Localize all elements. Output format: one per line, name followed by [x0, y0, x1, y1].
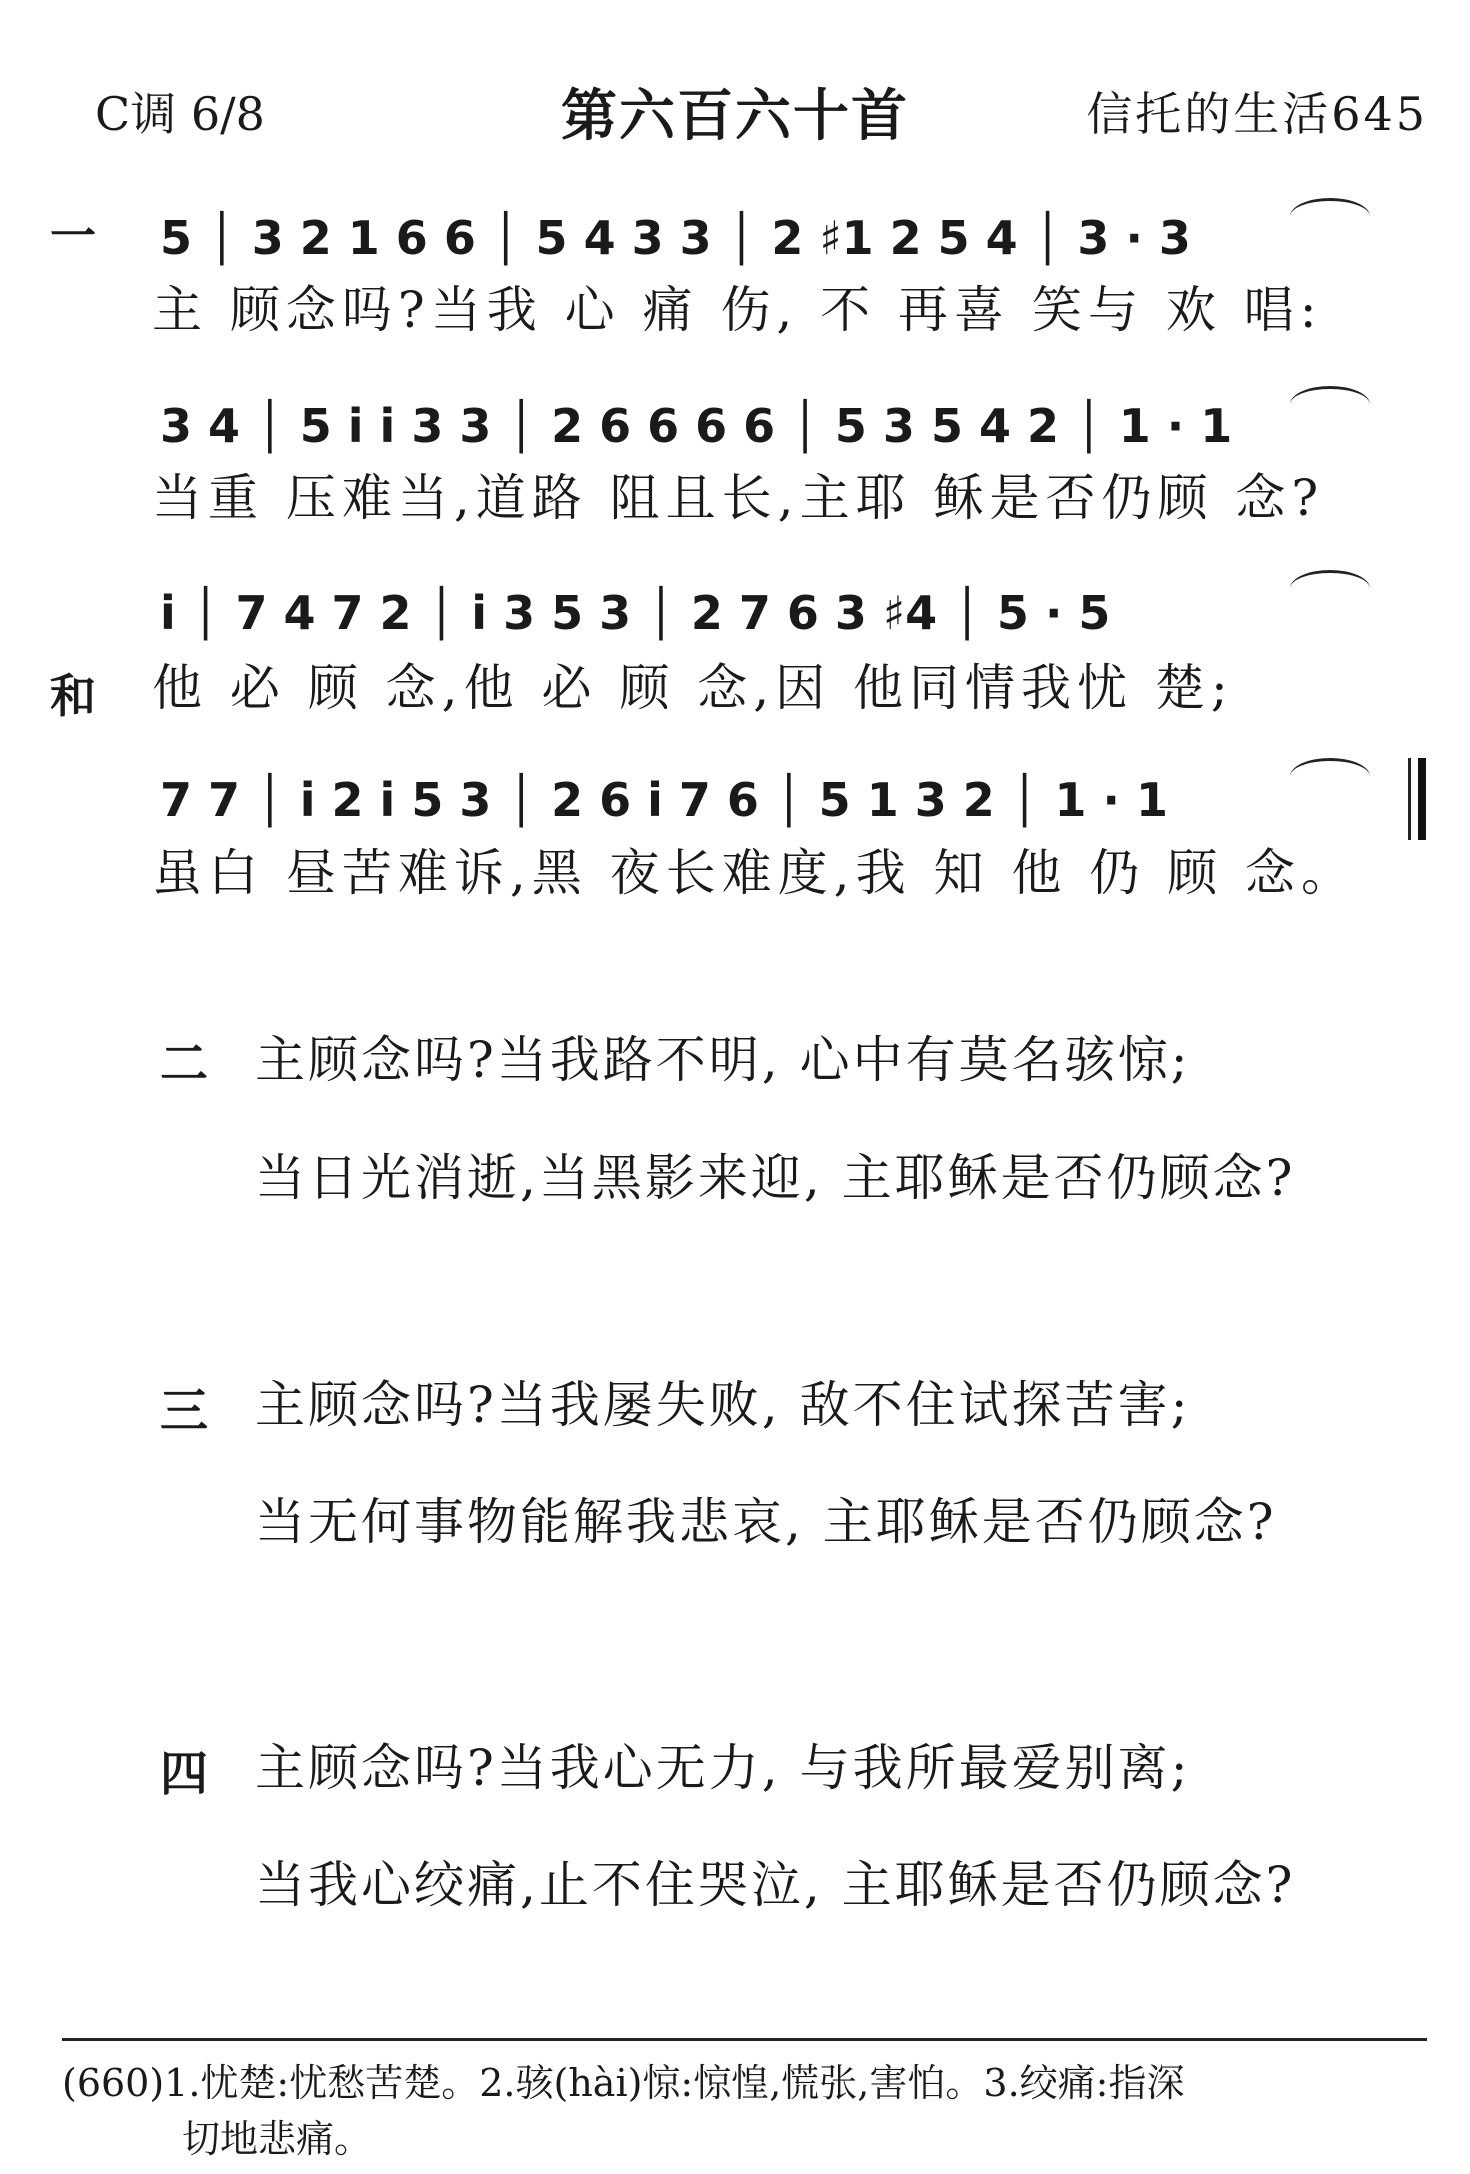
footnote-divider: [62, 2038, 1427, 2041]
notes-line-1: 5 │ 3 2 1 6 6 │ 5 4 3 3 │ 2 ♯1 2 5 4 │ 3 · 3: [160, 211, 1191, 265]
key-signature: C调 6/8: [95, 87, 265, 141]
notes-line-3: i │ 7 4 7 2 │ i 3 5 3 │ 2 7 6 3 ♯4 │ 5 · 5: [160, 586, 1111, 640]
lyrics-line-4: 虽白 昼苦难诉,黑 夜长难度,我 知 他 仍 顾 念。: [152, 844, 1358, 902]
tie: [1290, 198, 1370, 235]
verse-line: 主顾念吗?当我屡失败, 敌不住试探苦害;: [255, 1376, 1191, 1434]
footnote-line-1: (660)1.忧楚:忧愁苦楚。2.骇(hài)惊:惊惶,慌张,害怕。3.绞痛:指深: [62, 2061, 1185, 2105]
verse-line: 当我心绞痛,止不住哭泣, 主耶稣是否仍顾念?: [255, 1856, 1296, 1914]
verse-number: 二: [160, 1036, 209, 1092]
verse-line: 主顾念吗?当我心无力, 与我所最爱别离;: [255, 1739, 1191, 1797]
notes-line-4: 7 7 │ i 2 i 5 3 │ 2 6 i 7 6 │ 5 1 3 2 │ 1 · 1: [160, 773, 1168, 827]
verse-number: 三: [160, 1383, 209, 1439]
tie: [1290, 386, 1370, 423]
hymn-title: 第六百六十首: [561, 83, 909, 149]
notes-line-2: 3 4 │ 5 i i 3 3 │ 2 6 6 6 6 │ 5 3 5 4 2 │ 1 · 1: [160, 399, 1233, 453]
lyrics-line-3: 他 必 顾 念,他 必 顾 念,因 他同情我忧 楚;: [152, 659, 1234, 717]
tie: [1290, 570, 1370, 607]
verse-one-marker: 一: [50, 209, 96, 263]
verse-line: 当无何事物能解我悲哀, 主耶稣是否仍顾念?: [255, 1493, 1277, 1551]
lyrics-line-1: 主 顾念吗?当我 心 痛 伤, 不 再喜 笑与 欢 唱:: [152, 281, 1323, 339]
final-barline-thin: [1408, 758, 1411, 840]
chorus-marker: 和: [50, 669, 96, 723]
lyrics-line-2: 当重 压难当,道路 阻且长,主耶 稣是否仍顾 念?: [152, 469, 1325, 527]
verse-line: 主顾念吗?当我路不明, 心中有莫名骇惊;: [255, 1031, 1191, 1089]
tie: [1290, 758, 1370, 795]
final-barline: [1418, 758, 1426, 840]
verse-number: 四: [160, 1746, 209, 1802]
hymn-source: 信托的生活645: [1086, 87, 1428, 141]
footnote-line-2: 切地悲痛。: [182, 2117, 373, 2161]
verse-line: 当日光消逝,当黑影来迎, 主耶稣是否仍顾念?: [255, 1149, 1296, 1207]
